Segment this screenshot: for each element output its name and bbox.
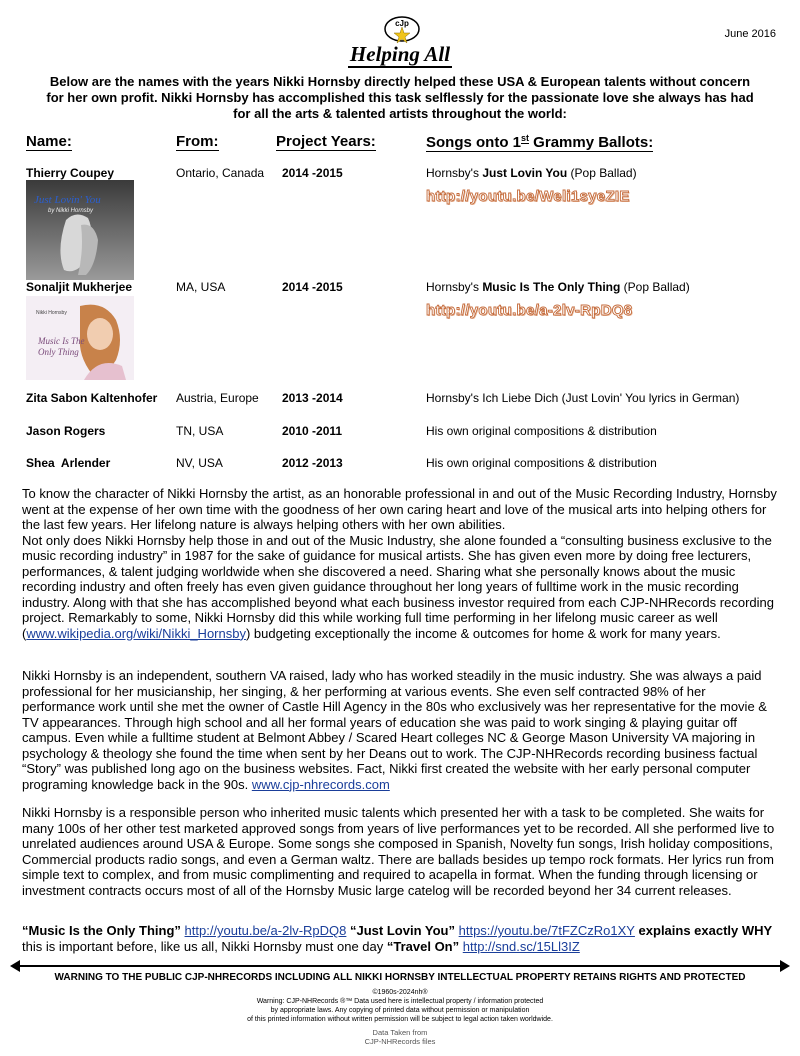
artist-name: Shea Arlender [26,456,111,470]
svg-text:cJp: cJp [395,19,409,28]
project-years: 2012 -2013 [282,456,343,470]
youtube-link[interactable]: http://youtu.be/a-2lv-RpDQ8 [426,302,633,319]
artist-origin: NV, USA [176,456,223,470]
body-paragraph-3: Nikki Hornsby is an independent, southern VA raised, lady who has worked steadily in the music industry. She was always a paid professional for her musicianship, her singing, & her performing at various events. She even self contracted 98% of her performance work until she met the owner of Castle Hill Agency in the 80s who exclusively was her representative for the movie & TV appearances. Through high school and all her formal years of education she was paid to work singing & playing guitar off campus. Even while a fulltime student at Belmont Abbey / Scared Heart colleges NC & George Mason University VA majoring in psychology & theology she found the time when sent by her Deans out to work. The CJP-NHRecords recording business factual “Story” was published long ago on the business websites. Fact, Nikki first created the website with her early personal computer programing knowledge back in the 90s. www.cjp-nhrecords.com [22,668,767,792]
legal-line-3: of this printed information without written permission will be subject to legal action taken worldwide. [247,1016,553,1023]
album-cover-music-is-the-only-thing: Nikki Hornsby Music Is The Only Thing [26,296,134,380]
song-entry: Hornsby's Ich Liebe Dich (Just Lovin' You lyrics in German) [426,391,740,405]
artist-origin: Ontario, Canada [176,166,265,180]
song-entry: His own original compositions & distribution [426,424,657,438]
artist-name: Zita Sabon Kaltenhofer [26,391,158,405]
body-paragraph-1: To know the character of Nikki Hornsby the artist, as an honorable professional in and out of the Music Recording Industry, Hornsby went at the expense of her own time with the goodness of her own caring heart and love of the musical arts into helping others for the last few years. Her lifelong nature is always helping others with her own abilities. Not only does Nikki Hornsby help those in and out of the Music Industry, she alone founded a “consulting business exclusive to the music recording industry” in 1987 for the sake of guidance for musical artists. She has given even more by doing free lecturers, performances, & talent judging worldwide when she discovered a need. Sharing what she personally knows about the music recording industry and often freely has even given guidance throughout her long years of fulltime work in the music recording industry. Along with that she has accomplished beyond what each business investor required from each CJP-NHRecords recording project. Remarkably to some, Nikki Hornsby did this while working full time performing in her lifelong music career as well (www.wikipedia.org/wiki/Nikki_Hornsby) budgeting exceptionally the income & outcomes for home & work for many years. [22,486,777,641]
artist-name: Thierry Coupey [26,166,115,180]
wikipedia-link[interactable]: www.wikipedia.org/wiki/Nikki_Hornsby [26,625,246,641]
arrow-left-icon [10,960,20,972]
legal-line-2: by appropriate laws. Any copying of printed data without permission or manipulation [270,1007,530,1014]
document-date: June 2016 [724,28,776,40]
artist-name: Sonaljit Mukherjee [26,280,133,294]
youtube-link[interactable]: http://youtu.be/Weli1syeZIE [426,188,630,205]
column-header-name: Name: [26,133,72,150]
project-years: 2014 -2015 [282,166,343,180]
arrow-right-icon [780,960,790,972]
warning-notice: WARNING TO THE PUBLIC CJP-NHRECORDS INCLUDING ALL NIKKI HORNSBY INTELLECTUAL PROPERTY RETAINS RIGHTS AND PROTECTED [54,972,746,983]
divider-arrow-line [18,965,782,967]
project-years: 2014 -2015 [282,280,343,294]
song-entry: Hornsby's Just Lovin You (Pop Ballad) [426,166,637,180]
column-header-years: Project Years: [276,133,376,150]
project-years: 2013 -2014 [282,391,343,405]
body-paragraph-4: Nikki Hornsby is a responsible person who inherited music talents which presented her with a task to be completed. She waits for many 100s of her other test marketed approved songs from years of live performances yet to be recorded. All she performed live to unrelated audiences around USA & Europe. Some songs she composed in Spanish, Novelty fun songs, Irish holiday compositions, Commercial products radio songs, and even a German waltz. There are ballads besides up tempo rock formats. Her lyrics run from simple text to complex, and from music complimenting and required to acapella in format. When the funding through licensing or investment contracts occurs most of all of the Hornsby Music large catelog will be recorded beyond her 34 current releases. [22,805,775,898]
artist-origin: MA, USA [176,280,226,294]
link-travel-on[interactable]: http://snd.sc/15Ll3IZ [462,939,580,954]
page-title: Helping All [349,42,451,66]
data-source-note: Data Taken from CJP-NHRecords files [364,1028,436,1046]
legal-line-1: Warning: CJP-NHRecords ®™ Data used here is intellectual property / information protected [256,998,544,1005]
link-music-only-thing[interactable]: http://youtu.be/a-2lv-RpDQ8 [184,923,347,938]
artist-name: Jason Rogers [26,424,106,438]
column-header-songs: Songs onto 1st Grammy Ballots: [426,133,654,151]
column-header-from: From: [176,133,219,150]
artist-origin: Austria, Europe [176,391,259,405]
song-entry: Hornsby's Music Is The Only Thing (Pop Ballad) [426,280,690,294]
intro-paragraph: Below are the names with the years Nikki Hornsby directly helped these USA & European talents without concern for her own profit. Nikki Hornsby has accomplished this task selflessly for the passionate love she always has had for all the arts & talented artists throughout the world: [46,74,754,121]
song-entry: His own original compositions & distribution [426,456,657,470]
artist-origin: TN, USA [176,424,224,438]
closing-statement: “Music Is the Only Thing” http://youtu.be/a-2lv-RpDQ8 “Just Lovin You” https://youtu.be/7tFZCzRo1XY explains exactly WHY this is important before, like us all, Nikki Hornsby must one day “Travel On” http://snd.sc/15Ll3IZ [22,923,773,954]
link-just-lovin-you[interactable]: https://youtu.be/7tFZCzRo1XY [458,923,635,938]
cjp-logo [382,15,422,45]
copyright-line: ©1960s-2024nh® [372,989,428,996]
website-link[interactable]: www.cjp-nhrecords.com [251,776,390,792]
project-years: 2010 -2011 [282,424,343,438]
album-cover-just-lovin-you: Just Lovin' You by Nikki Hornsby [26,180,134,280]
